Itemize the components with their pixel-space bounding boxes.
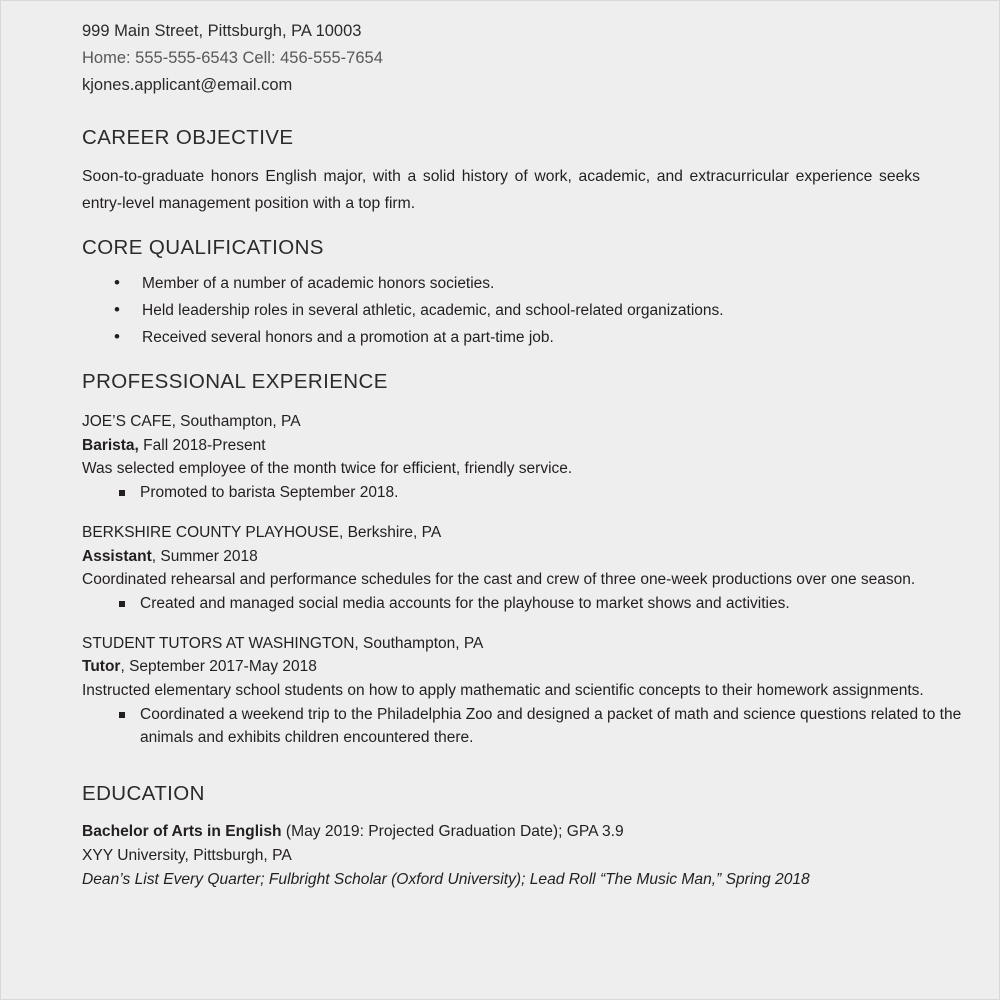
job-description: Coordinated rehearsal and performance schedules for the cast and crew of three one-week productions over one season. — [82, 571, 916, 589]
job-bullet-list — [82, 592, 920, 616]
job-title: Assistant — [82, 547, 152, 565]
experience-entry-berkshire-county-playhouse — [82, 521, 920, 616]
job-bullet-list — [82, 481, 920, 505]
contact-email: kjones.applicant@email.com — [82, 76, 293, 94]
list-item: • Received several honors and a promotion at a part-time job. — [82, 324, 920, 351]
employer-line: STUDENT TUTORS AT WASHINGTON, Southampton, PA — [82, 634, 484, 652]
contact-address: 999 Main Street, Pittsburgh, PA 10003 — [82, 22, 362, 40]
job-description: Instructed elementary school students on how to apply mathematic and scientific concepts to their homework assignments. — [82, 682, 924, 700]
education-honors: Dean’s List Every Quarter; Fulbright Scholar (Oxford University); Lead Roll “The Music Man,” Spring 2018 — [82, 871, 810, 889]
education-heading: EDUCATION — [82, 782, 205, 806]
title-line — [82, 545, 920, 569]
job-dates: Fall 2018-Present — [138, 436, 266, 454]
list-item: • Held leadership roles in several athletic, academic, and school-related organizations. — [82, 297, 920, 324]
education-school: XYY University, Pittsburgh, PA — [82, 847, 292, 865]
education-block — [82, 820, 920, 892]
employer-line: JOE’S CAFE, Southampton, PA — [82, 413, 301, 430]
employer-line: BERKSHIRE COUNTY PLAYHOUSE, Berkshire, PA — [82, 523, 442, 541]
list-item: Created and managed social media accounts for the playhouse to market shows and activities. — [82, 592, 970, 616]
professional-experience-heading: PROFESSIONAL EXPERIENCE — [82, 370, 388, 393]
job-dates: , Summer 2018 — [151, 547, 258, 565]
core-qualifications-heading: CORE QUALIFICATIONS — [82, 236, 324, 259]
education-degree-line — [82, 820, 920, 844]
education-degree: Bachelor of Arts in English — [82, 823, 282, 841]
core-qualifications-list — [82, 270, 920, 351]
job-description: Was selected employee of the month twice for efficient, friendly service. — [82, 460, 573, 478]
title-line — [82, 655, 920, 679]
experience-entry-joes-cafe — [82, 410, 920, 505]
job-title: Tutor — [82, 658, 121, 676]
education-degree-details: (May 2019: Projected Graduation Date); GPA 3.9 — [281, 823, 624, 841]
experience-entry-student-tutors — [82, 632, 962, 751]
career-objective-heading: CAREER OBJECTIVE — [82, 126, 294, 149]
title-line — [82, 434, 920, 458]
job-title: Barista, — [82, 436, 139, 454]
career-objective-text: Soon-to-graduate honors English major, with a solid history of work, academic, and extracurricular experience seeks entry-level management position with a top firm. — [82, 168, 920, 212]
list-item: • Member of a number of academic honors societies. — [82, 270, 920, 297]
contact-phones: Home: 555-555-6543 Cell: 456-555-7654 — [82, 49, 383, 67]
list-item: Coordinated a weekend trip to the Philadelphia Zoo and designed a packet of math and science questions related to the animals and exhibits children encountered there. — [82, 703, 970, 750]
job-bullet-list — [82, 703, 962, 750]
job-dates: , September 2017-May 2018 — [120, 658, 317, 676]
list-item: Promoted to barista September 2018. — [82, 481, 970, 505]
